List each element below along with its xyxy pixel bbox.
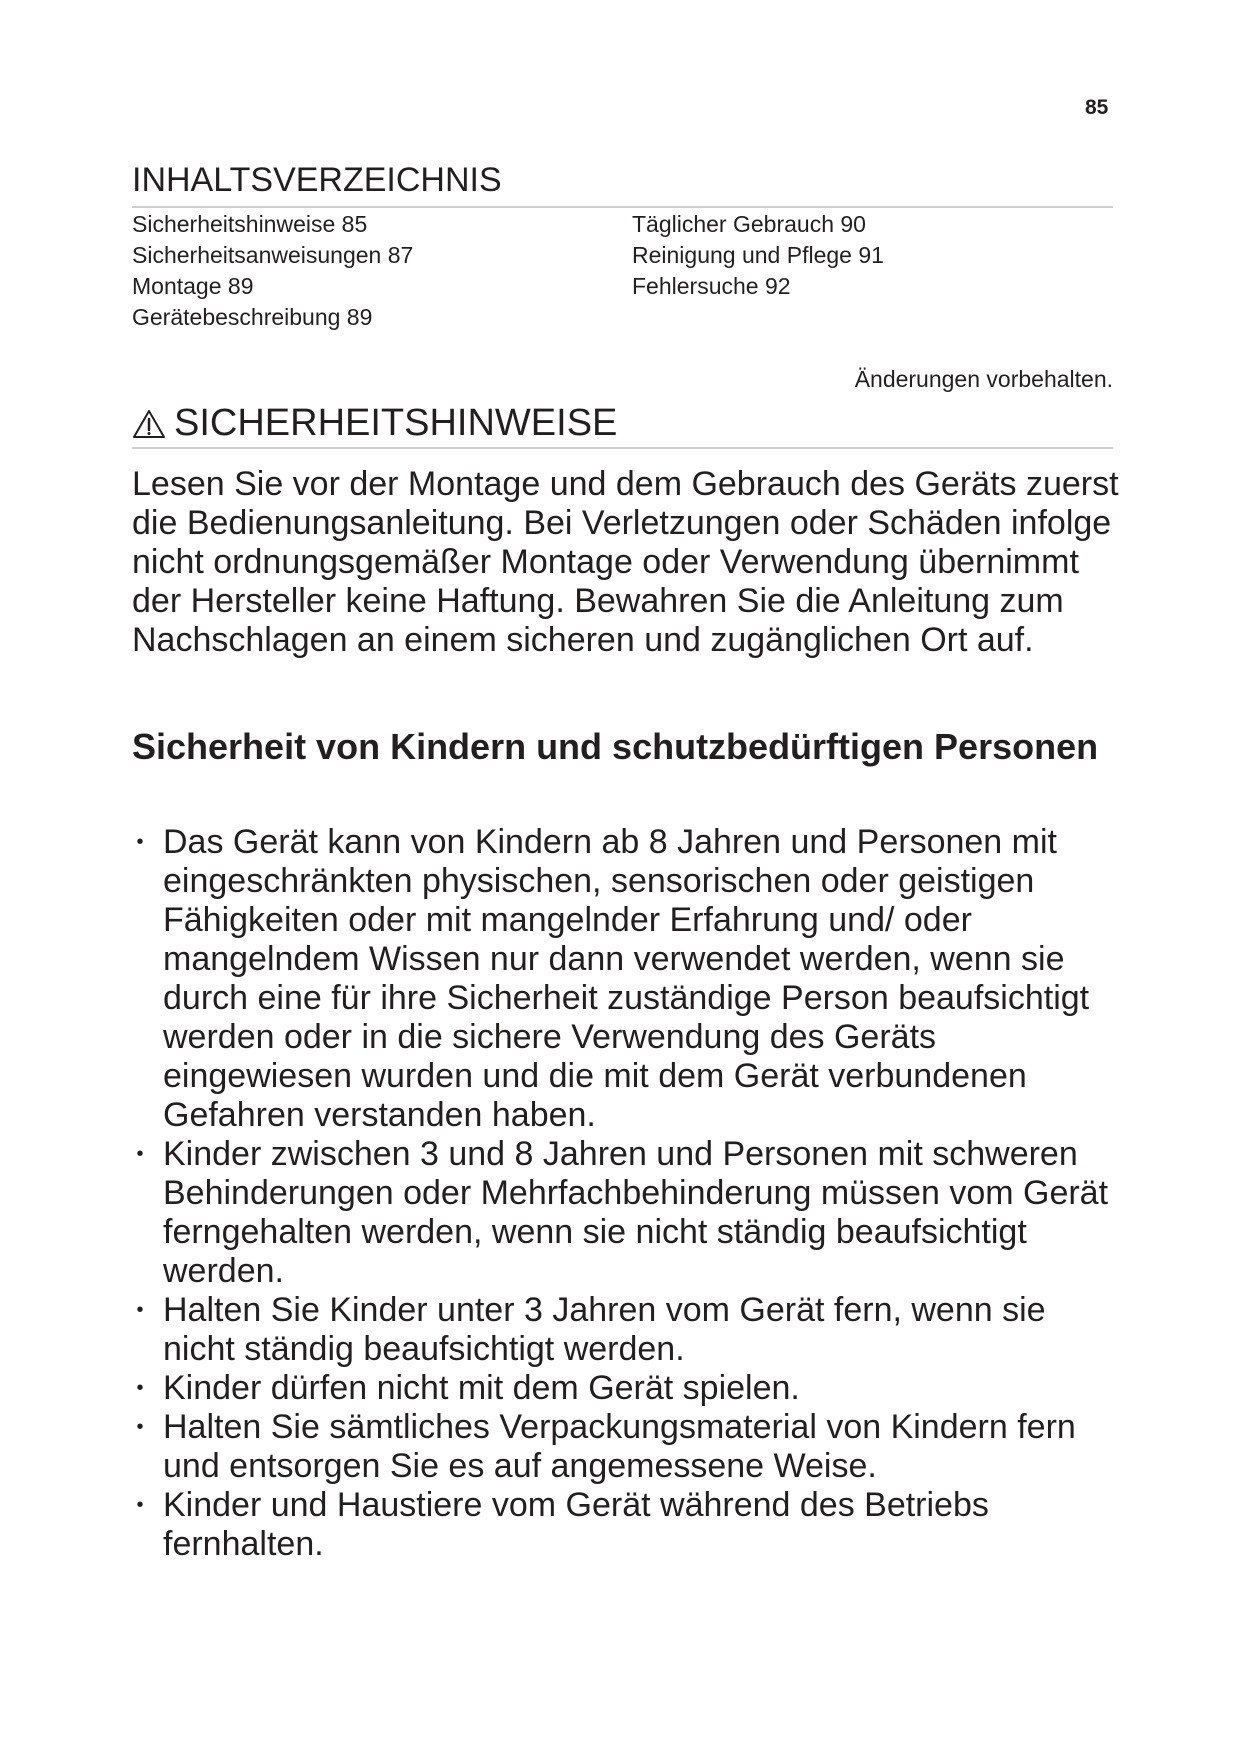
toc-item-sicherheitsanweisungen[interactable]: Sicherheitsanweisungen 87 — [132, 242, 414, 268]
toc-divider — [132, 206, 1113, 208]
bullet-item — [132, 823, 1122, 1135]
toc-title: INHALTSVERZEICHNIS — [132, 161, 502, 199]
safety-section-heading — [132, 402, 617, 445]
children-safety-list — [132, 823, 1122, 1564]
bullet-item — [132, 1135, 1122, 1291]
children-safety-heading: Sicherheit von Kindern und schutzbedürftigen Personen — [132, 726, 1099, 767]
toc-item-fehlersuche[interactable]: Fehlersuche 92 — [632, 273, 791, 299]
toc-item-reinigung-und-pflege[interactable]: Reinigung und Pflege 91 — [632, 242, 884, 268]
changes-note: Änderungen vorbehalten. — [854, 366, 1113, 392]
bullet-text: Kinder zwischen 3 und 8 Jahren und Personen mit schweren Behinderungen oder Mehrfachbehinderung müssen vom Gerät ferngehalten werden, wenn sie nicht ständig beaufsichtigt werden. — [163, 1135, 1109, 1290]
bullet-marker: • — [136, 1416, 144, 1438]
bullet-text: Kinder und Haustiere vom Gerät während des Betriebs fernhalten. — [163, 1486, 989, 1563]
bullet-marker: • — [136, 1494, 144, 1516]
bullet-marker: • — [136, 1143, 144, 1165]
bullet-item — [132, 1291, 1122, 1369]
toc-item-taeglicher-gebrauch[interactable]: Täglicher Gebrauch 90 — [632, 211, 866, 237]
bullet-marker: • — [136, 831, 144, 853]
warning-triangle-icon — [132, 409, 166, 439]
safety-intro-paragraph: Lesen Sie vor der Montage und dem Gebrauch des Geräts zuerst die Bedienungsanleitung. Bei Verletzungen oder Schäden infolge nicht ordnungsgemäßer Montage oder Verwendung übernimmt der Hersteller keine Haftung. Bewahren Sie die Anleitung zum Nachschlagen an einem sicheren und zugänglichen Ort auf. — [132, 465, 1119, 659]
toc-left-column — [132, 209, 413, 333]
bullet-text: Halten Sie sämtliches Verpackungsmaterial von Kindern fern und entsorgen Sie es auf angemessene Weise. — [163, 1408, 1076, 1485]
toc-item-montage[interactable]: Montage 89 — [132, 273, 254, 299]
bullet-item — [132, 1369, 1122, 1408]
toc-item-geraetebeschreibung[interactable]: Gerätebeschreibung 89 — [132, 304, 373, 330]
bullet-marker: • — [136, 1299, 144, 1321]
safety-divider — [132, 447, 1113, 449]
safety-section-title: SICHERHEITSHINWEISE — [174, 402, 618, 444]
toc-right-column — [632, 209, 884, 302]
page-number: 85 — [1085, 96, 1109, 119]
bullet-item — [132, 1408, 1122, 1486]
bullet-marker: • — [136, 1377, 144, 1399]
bullet-item — [132, 1486, 1122, 1564]
toc-item-sicherheitshinweise[interactable]: Sicherheitshinweise 85 — [132, 211, 368, 237]
bullet-text: Das Gerät kann von Kindern ab 8 Jahren und Personen mit eingeschränkten physischen, sensorischen oder geistigen Fähigkeiten oder mit mangelnder Erfahrung und/ oder mangelndem Wissen nur dann verwendet werden, wenn sie durch eine für ihre Sicherheit zuständige Person beaufsichtigt werden oder in die sichere Verwendung des Geräts eingewiesen wurden und die mit dem Gerät verbundenen Gefahren verstanden haben. — [163, 823, 1090, 1134]
bullet-text: Kinder dürfen nicht mit dem Gerät spielen. — [163, 1369, 800, 1407]
bullet-text: Halten Sie Kinder unter 3 Jahren vom Gerät fern, wenn sie nicht ständig beaufsichtigt werden. — [163, 1291, 1046, 1368]
